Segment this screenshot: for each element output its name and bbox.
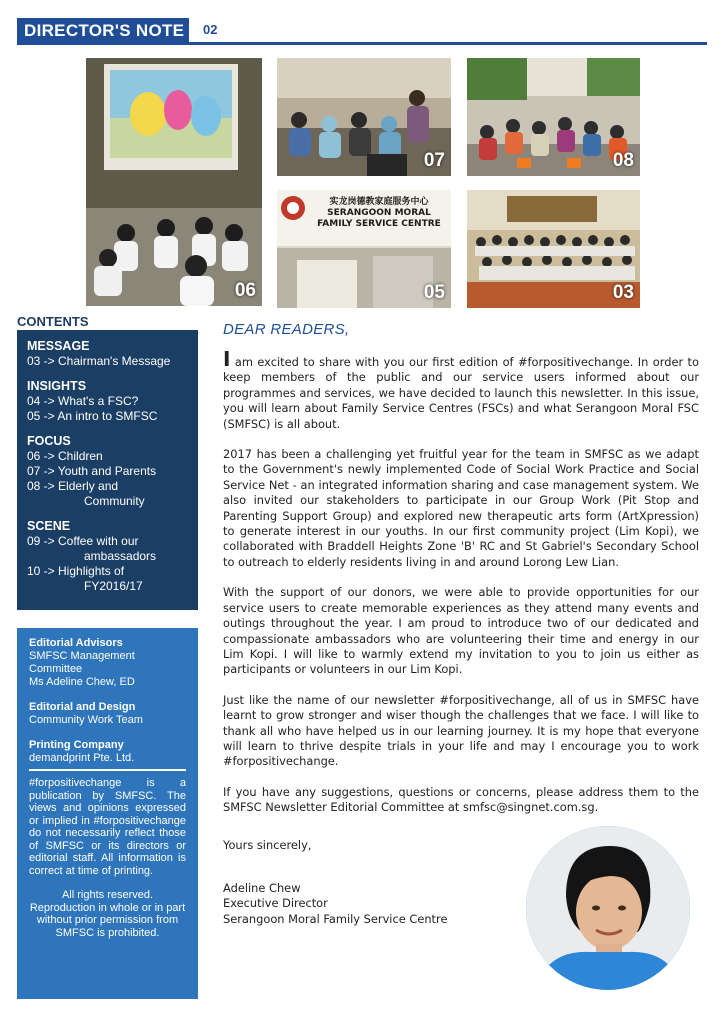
signature-title: Executive Director: [223, 896, 328, 911]
photo-number: 07: [423, 150, 445, 171]
contents-item-continued[interactable]: Community: [84, 494, 145, 508]
contents-item[interactable]: 08 -> Elderly and: [27, 479, 119, 493]
editorial-design-heading: Editorial and Design: [29, 701, 136, 713]
photo-children-image: [86, 58, 262, 306]
contents-item[interactable]: 09 -> Coffee with our: [27, 534, 139, 548]
contents-item[interactable]: 07 -> Youth and Parents: [27, 464, 157, 478]
page-number: 02: [203, 22, 218, 37]
letter-paragraph: [223, 347, 699, 432]
signage-text: [311, 196, 447, 230]
editorial-disclaimer: #forpositivechange is a publication by SMFSC. The views and opinions expressed or implied in #forpositivechange do not necessarily reflect those of SMFSC or its directors or editorial staff. All information is correct at time of printing.: [29, 777, 186, 877]
contents-heading-insights: INSIGHTS: [27, 379, 87, 393]
photo-number: 05: [423, 282, 445, 303]
editorial-advisors: [29, 637, 186, 689]
signage-line-2: FAMILY SERVICE CENTRE: [317, 219, 441, 229]
letter-body: [223, 347, 699, 831]
editorial-printing-heading: Printing Company: [29, 739, 124, 751]
contents-item-continued[interactable]: ambassadors: [84, 549, 157, 563]
editorial-printing-text: demandprint Pte. Ltd.: [29, 752, 135, 764]
signage-line-1: SERANGOON MORAL: [327, 208, 431, 218]
contents-item-continued[interactable]: FY2016/17: [84, 579, 143, 593]
editorial-advisors-heading: Editorial Advisors: [29, 637, 123, 649]
header-rule: [17, 42, 707, 45]
letter-paragraph: If you have any suggestions, questions or concerns, please address them to the SMFSC Newsletter Editorial Committee at smfsc@singnet.com.sg.: [223, 784, 699, 815]
contents-heading-scene: SCENE: [27, 519, 71, 533]
letter-dropcap: I: [223, 347, 231, 371]
letter-paragraph: Just like the name of our newsletter #forpositivechange, all of us in SMFSC have learnt to grow stronger and wiser though the challenges that we face. I will like to thank all who have helped us in our learning journey. It is my hope that everyone will learn to thrive despite trials in your life and may I encourage you to work #forpositivechange.: [223, 692, 699, 769]
signature-name: Adeline Chew: [223, 881, 301, 895]
letter-closing: Yours sincerely,: [223, 838, 312, 852]
photo-elderly-community: [467, 58, 640, 176]
photo-smfsc-signage: [277, 190, 451, 308]
photo-number: 03: [612, 282, 634, 303]
photo-children: [86, 58, 262, 306]
letter-signature: [223, 881, 447, 927]
editorial-panel: [17, 628, 198, 999]
editorial-advisors-line: SMFSC Management: [29, 650, 135, 662]
editorial-design: [29, 701, 186, 727]
photo-youth-parents: [277, 58, 451, 176]
photo-group: [467, 190, 640, 308]
editorial-design-text: Community Work Team: [29, 714, 143, 726]
signature-org: Serangoon Moral Family Service Centre: [223, 911, 448, 926]
director-portrait: [526, 826, 690, 990]
contents-heading-focus: FOCUS: [27, 434, 71, 448]
letter-salutation: DEAR READERS,: [223, 321, 350, 338]
signage-chinese: 实龙岗德教家庭服务中心: [329, 197, 429, 207]
contents-item[interactable]: 06 -> Children: [27, 449, 103, 463]
editorial-rights: All rights reserved. Reproduction in whole or in part without prior permission from SMFSC is prohibited.: [29, 889, 186, 939]
editorial-printing: [29, 739, 186, 765]
editorial-advisors-line: Ms Adeline Chew, ED: [29, 676, 135, 688]
contents-title: CONTENTS: [17, 314, 89, 329]
letter-paragraph-text: am excited to share with you our first edition of #forpositivechange. In order to keep members of the public and our service users informed about our programmes and services, we have decided to launch this newsletter. In this issue, you will learn about Family Service Centres (FSCs) and what Serangoon Moral FSC (SMFSC) is all about.: [223, 355, 699, 431]
editorial-divider: [29, 769, 186, 771]
photo-number: 08: [612, 150, 634, 171]
photo-number: 06: [234, 280, 256, 301]
contents-item[interactable]: 05 -> An intro to SMFSC: [27, 409, 158, 423]
contents-panel: [17, 330, 198, 610]
letter-paragraph: 2017 has been a challenging yet fruitful year for the team in SMFSC as we adapt to the Government's newly implemented Code of Social Work Practice and Social Service Net - an integrated information sharing and case management system. We also invited our stakeholders to participate in our Group Work (Pit Stop and Parenting Support Group) and explored new therapeutic arts form (ArtXpression) to generate interest in our youths. In our first community project (Lim Kopi), we collaborated with Braddell Heights Zone 'B' RC and St Gabriel's Secondary School to outreach to elderly residents living in and around Lorong Lew Lian.: [223, 447, 699, 569]
editorial-advisors-line: Committee: [29, 663, 83, 675]
director-portrait-image: [526, 826, 690, 990]
page-title: DIRECTOR'S NOTE: [24, 21, 185, 40]
contents-heading-message: MESSAGE: [27, 339, 90, 353]
contents-item[interactable]: 04 -> What's a FSC?: [27, 394, 139, 408]
contents-item[interactable]: 03 -> Chairman's Message: [27, 354, 171, 368]
letter-paragraph: With the support of our donors, we were able to provide opportunities for our service users to create memorable experiences as they attend many events and outings throughout the year. I am proud to introduce two of our dedicated and compassionate ambassadors who are volunteering their time and energy in our Lim Kopi. I will like to warmly extend my invitation to you to join us either as participants or volunteers in our Lim Kopi.: [223, 585, 699, 677]
contents-item[interactable]: 10 -> Highlights of: [27, 564, 125, 578]
